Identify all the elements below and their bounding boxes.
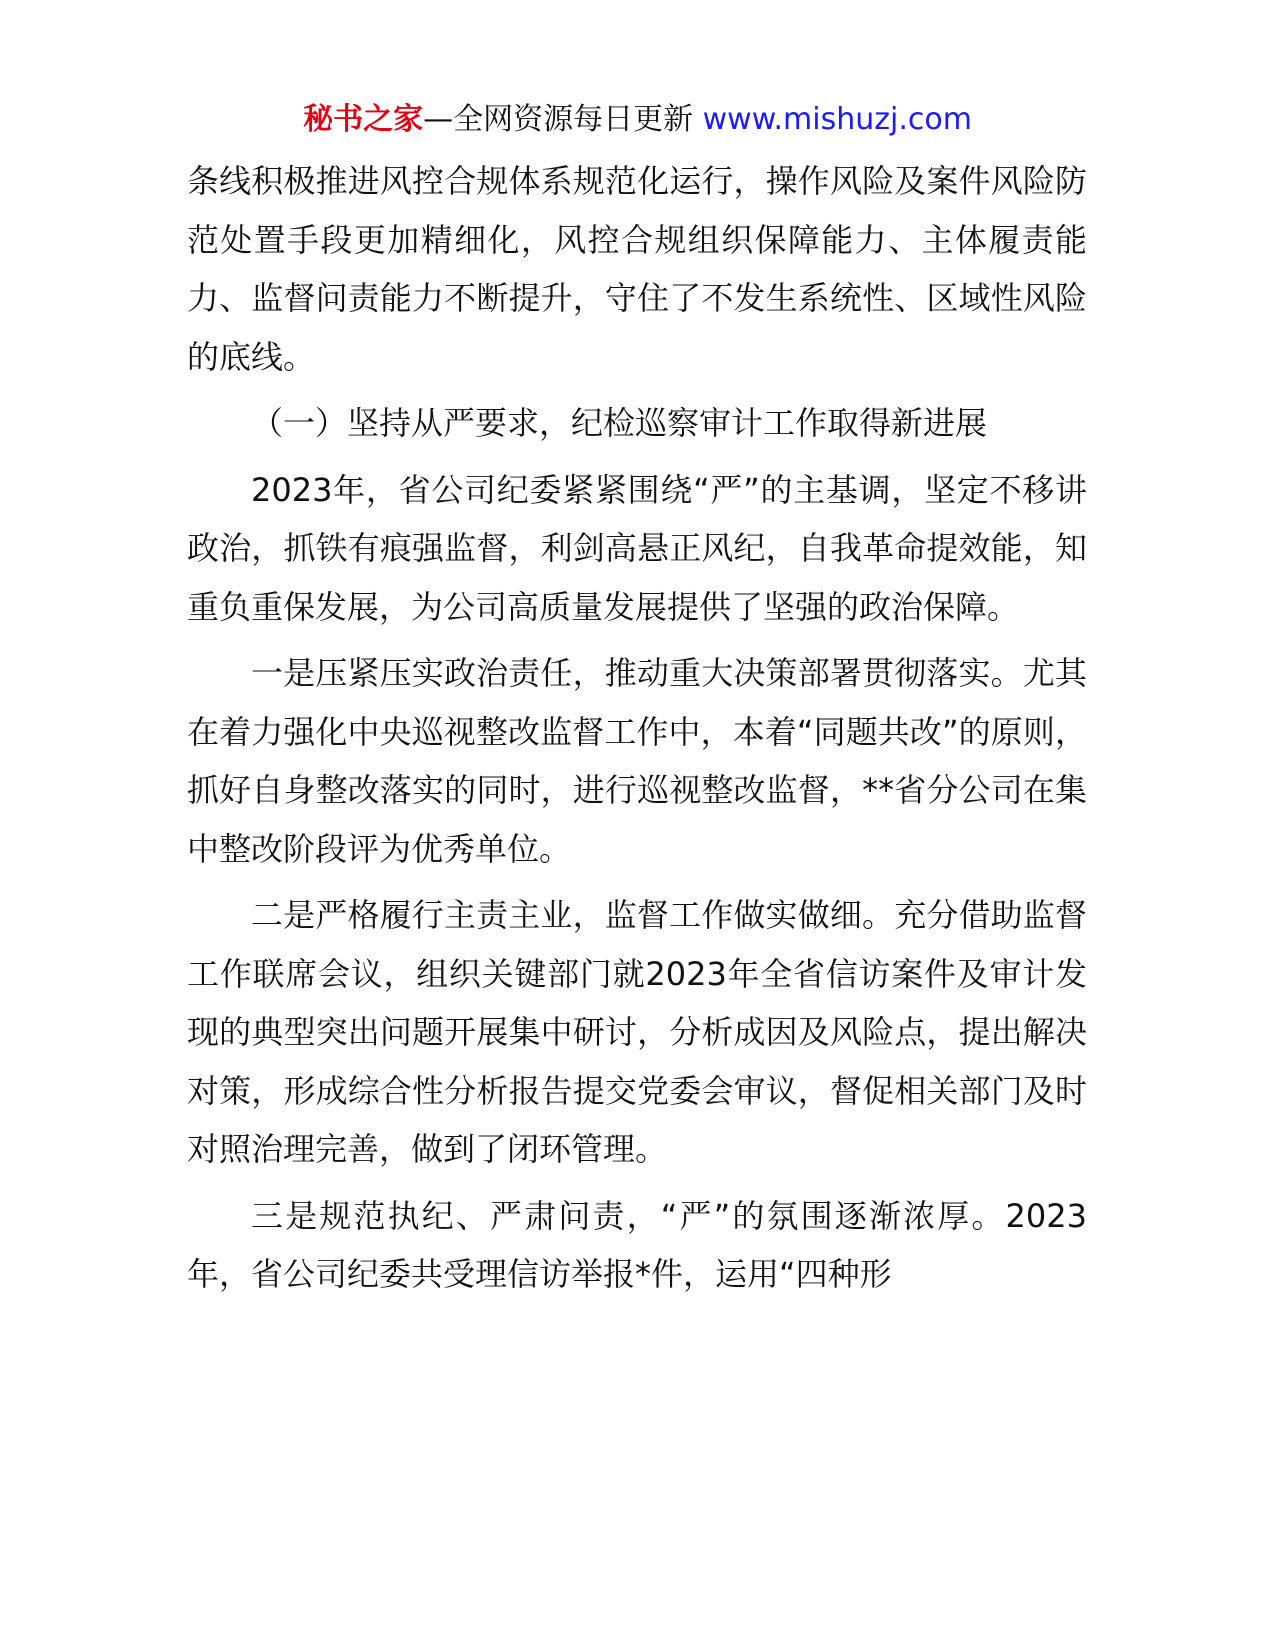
document-body [187,152,1087,1312]
site-brand: 秘书之家 [303,102,424,137]
section-heading: （一）坚持从严要求，纪检巡察审计工作取得新进展 [251,404,988,442]
paragraph: 一是压紧压实政治责任，推动重大决策部署贯彻落实。尤其在着力强化中央巡视整改监督工作中，本着“同题共改”的原则，抓好自身整改落实的同时，进行巡视整改监督，**省分公司在集中整改阶段评为优秀单位。 [187,654,1087,868]
paragraph: 2023年，省公司纪委紧紧围绕“严”的主基调，坚定不移讲政治，抓铁有痕强监督，利剑高悬正风纪，自我革命提效能，知重负重保发展，为公司高质量发展提供了坚强的政治保障。 [187,470,1087,626]
site-url-link[interactable]: www.mishuzj.com [702,102,972,137]
paragraph-continuation: 条线积极推进风控合规体系规范化运行，操作风险及案件风险防范处置手段更加精细化，风控合规组织保障能力、主体履责能力、监督问责能力不断提升，守住了不发生系统性、区域性风险的底线。 [187,162,1087,376]
paragraph: 二是严格履行主责主业，监督工作做实做细。充分借助监督工作联席会议，组织关键部门就2023年全省信访案件及审计发现的典型突出问题开展集中研讨，分析成因及风险点，提出解决对策，形成综合性分析报告提交党委会审议，督促相关部门及时对照治理完善，做到了闭环管理。 [187,896,1087,1168]
site-header [0,100,1275,140]
site-tagline: —全网资源每日更新 [423,102,703,137]
paragraph: 三是规范执纪、严肃问责，“严”的氛围逐渐浓厚。2023年，省公司纪委共受理信访举报*件，运用“四种形 [187,1196,1087,1293]
